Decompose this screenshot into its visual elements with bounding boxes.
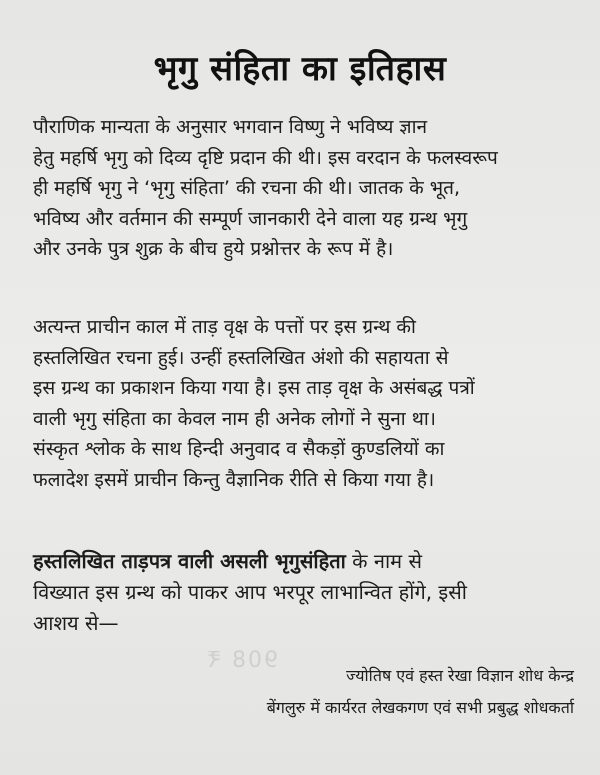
paragraph-line: अत्यन्त प्राचीन काल में ताड़ वृक्ष के पत्तों पर इस ग्रन्थ की: [33, 316, 416, 338]
paragraph-2: [33, 312, 573, 495]
paragraph-line: संस्कृत श्लोक के साथ हिन्दी अनुवाद व सैकड़ों कुण्डलियों का: [33, 438, 445, 460]
paragraph-line: आशय से—: [33, 611, 119, 635]
paragraph-line: [33, 546, 573, 577]
paragraph-line: इस ग्रन्थ का प्रकाशन किया गया है। इस ताड़ वृक्ष के असंबद्ध पत्रों: [33, 377, 475, 399]
paragraph-line: विख्यात इस ग्रन्थ को पाकर आप भरपूर लाभान्वित होंगे, इसी: [33, 580, 467, 604]
bleed-through-text: 908 ₹: [205, 648, 278, 673]
bold-phrase: हस्तलिखित ताड़पत्र वाली असली भृगुसंहिता: [33, 549, 346, 573]
paragraph-line: हस्तलिखित रचना हुई। उन्हीं हस्तलिखित अंशो की सहायता से: [33, 346, 449, 369]
paragraph-line: पौराणिक मान्यता के अनुसार भगवान विष्णु ने भविष्य ज्ञान: [33, 116, 428, 138]
paragraph-line: फलादेश इसमें प्राचीन किन्तु वैज्ञानिक रीति से किया गया है।: [33, 468, 435, 491]
paragraph-line: वाली भृगु संहिता का केवल नाम ही अनेक लोगों ने सुना था।: [33, 407, 436, 430]
paragraph-line: भविष्य और वर्तमान की सम्पूर्ण जानकारी देने वाला यह ग्रन्थ भृगु: [33, 207, 468, 230]
paragraph-line: ही महर्षि भृगु ने ‘भृगु संहिता’ की रचना की थी। जातक के भूत,: [33, 177, 461, 199]
signature-line: ज्योतिष एवं हस्त रेखा विज्ञान शोध केन्द्र: [346, 666, 574, 685]
paragraph-3: [33, 546, 573, 639]
paragraph-text: के नाम से: [345, 549, 423, 573]
signature-line: बेंगलुरु में कार्यरत लेखकगण एवं सभी प्रबुद्ध शोधकर्ता: [266, 698, 574, 717]
page-title: भृगु संहिता का इतिहास: [153, 49, 447, 89]
paragraph-line: और उनके पुत्र शुक्र के बीच हुये प्रश्नोत्तर के रूप में है।: [33, 238, 394, 260]
paragraph-1: [33, 112, 573, 265]
paragraph-line: हेतु महर्षि भृगु को दिव्य दृष्टि प्रदान की थी। इस वरदान के फलस्वरूप: [33, 146, 498, 169]
signature-block: [267, 660, 574, 724]
